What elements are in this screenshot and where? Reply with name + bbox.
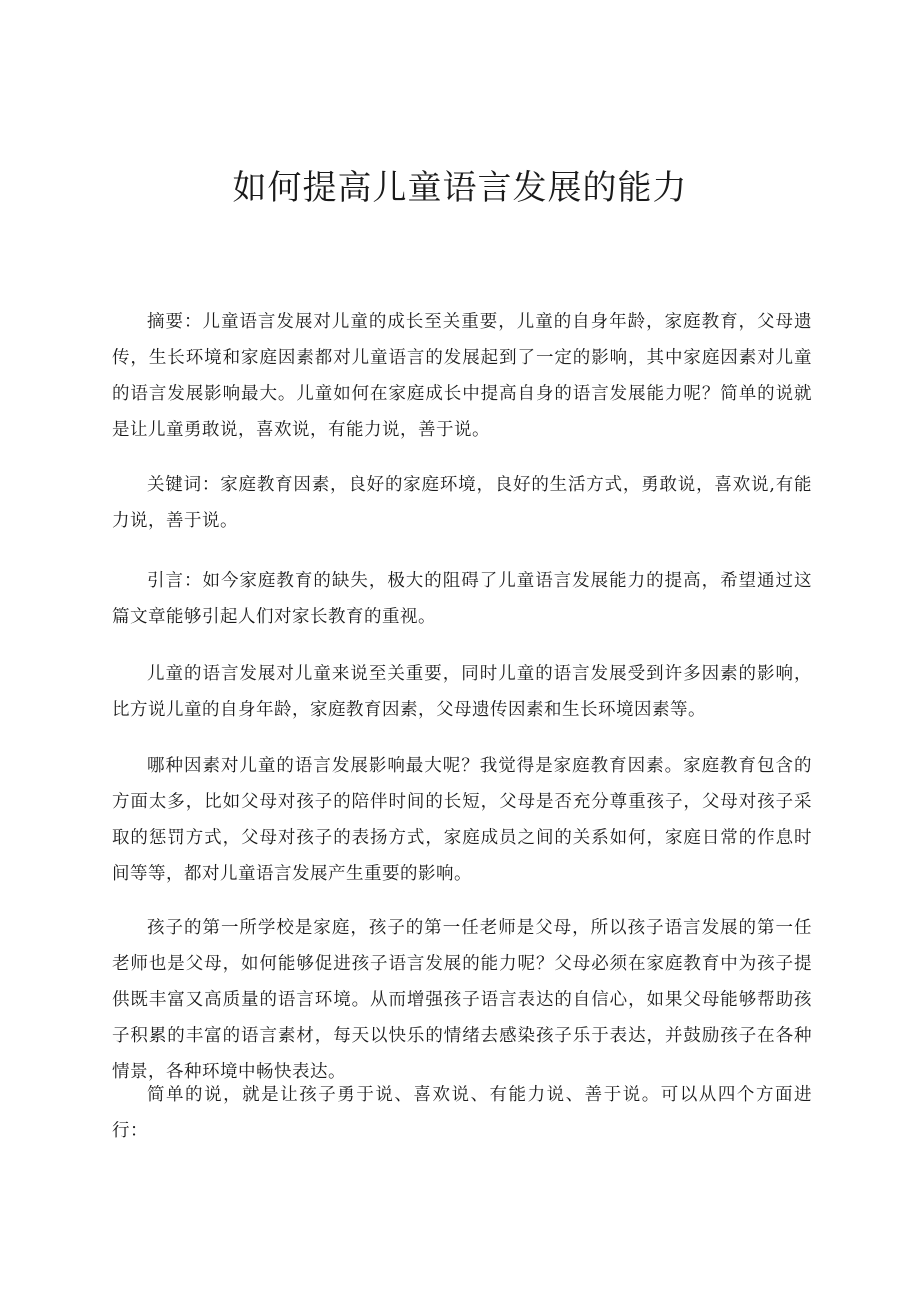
keywords-label: 关键词：	[147, 475, 221, 495]
intro-text: 如今家庭教育的缺失，极大的阻碍了儿童语言发展能力的提高，希望通过这篇文章能够引起人们对家长教育的重视。	[112, 571, 813, 627]
body-paragraph: 儿童的语言发展对儿童来说至关重要，同时儿童的语言发展受到许多因素的影响，比方说儿童的自身年龄，家庭教育因素，父母遗传因素和生长环境因素等。	[112, 664, 812, 720]
abstract-text: 儿童语言发展对儿童的成长至关重要，儿童的自身年龄，家庭教育，父母遗传，生长环境和家庭因素都对儿童语言的发展起到了一定的影响，其中家庭因素对儿童的语言发展影响最大。儿童如何在家庭成长中提高自身的语言发展能力呢？简单的说就是让儿童勇敢说，喜欢说，有能力说，善于说。	[112, 312, 813, 440]
body-paragraph: 简单的说，就是让孩子勇于说、喜欢说、有能力说、善于说。可以从四个方面进行：	[112, 1085, 812, 1141]
body-paragraph: 哪种因素对儿童的语言发展影响最大呢？我觉得是家庭教育因素。家庭教育包含的方面太多，比如父母对孩子的陪伴时间的长短，父母是否充分尊重孩子，父母对孩子采取的惩罚方式，父母对孩子的表扬方式，家庭成员之间的关系如何，家庭日常的作息时间等等，都对儿童语言发展产生重要的影响。	[112, 756, 812, 884]
body-paragraph: 孩子的第一所学校是家庭，孩子的第一任老师是父母，所以孩子语言发展的第一任老师也是父母，如何能够促进孩子语言发展的能力呢？父母必须在家庭教育中为孩子提供既丰富又高质量的语言环境。从而增强孩子语言表达的自信心，如果父母能够帮助孩子积累的丰富的语言素材，每天以快乐的情绪去感染孩子乐于表达，并鼓励孩子在各种情景，各种环境中畅快表达。	[112, 918, 812, 1082]
abstract-label: 摘要：	[147, 312, 203, 332]
keywords-paragraph	[112, 467, 812, 539]
document-title: 如何提高儿童语言发展的能力	[232, 168, 688, 208]
keywords-text: 家庭教育因素，良好的家庭环境，良好的生活方式，勇敢说，喜欢说,有能力说，善于说。	[112, 475, 813, 531]
abstract-paragraph	[112, 304, 812, 448]
intro-paragraph	[112, 563, 812, 635]
intro-label: 引言：	[147, 571, 203, 591]
